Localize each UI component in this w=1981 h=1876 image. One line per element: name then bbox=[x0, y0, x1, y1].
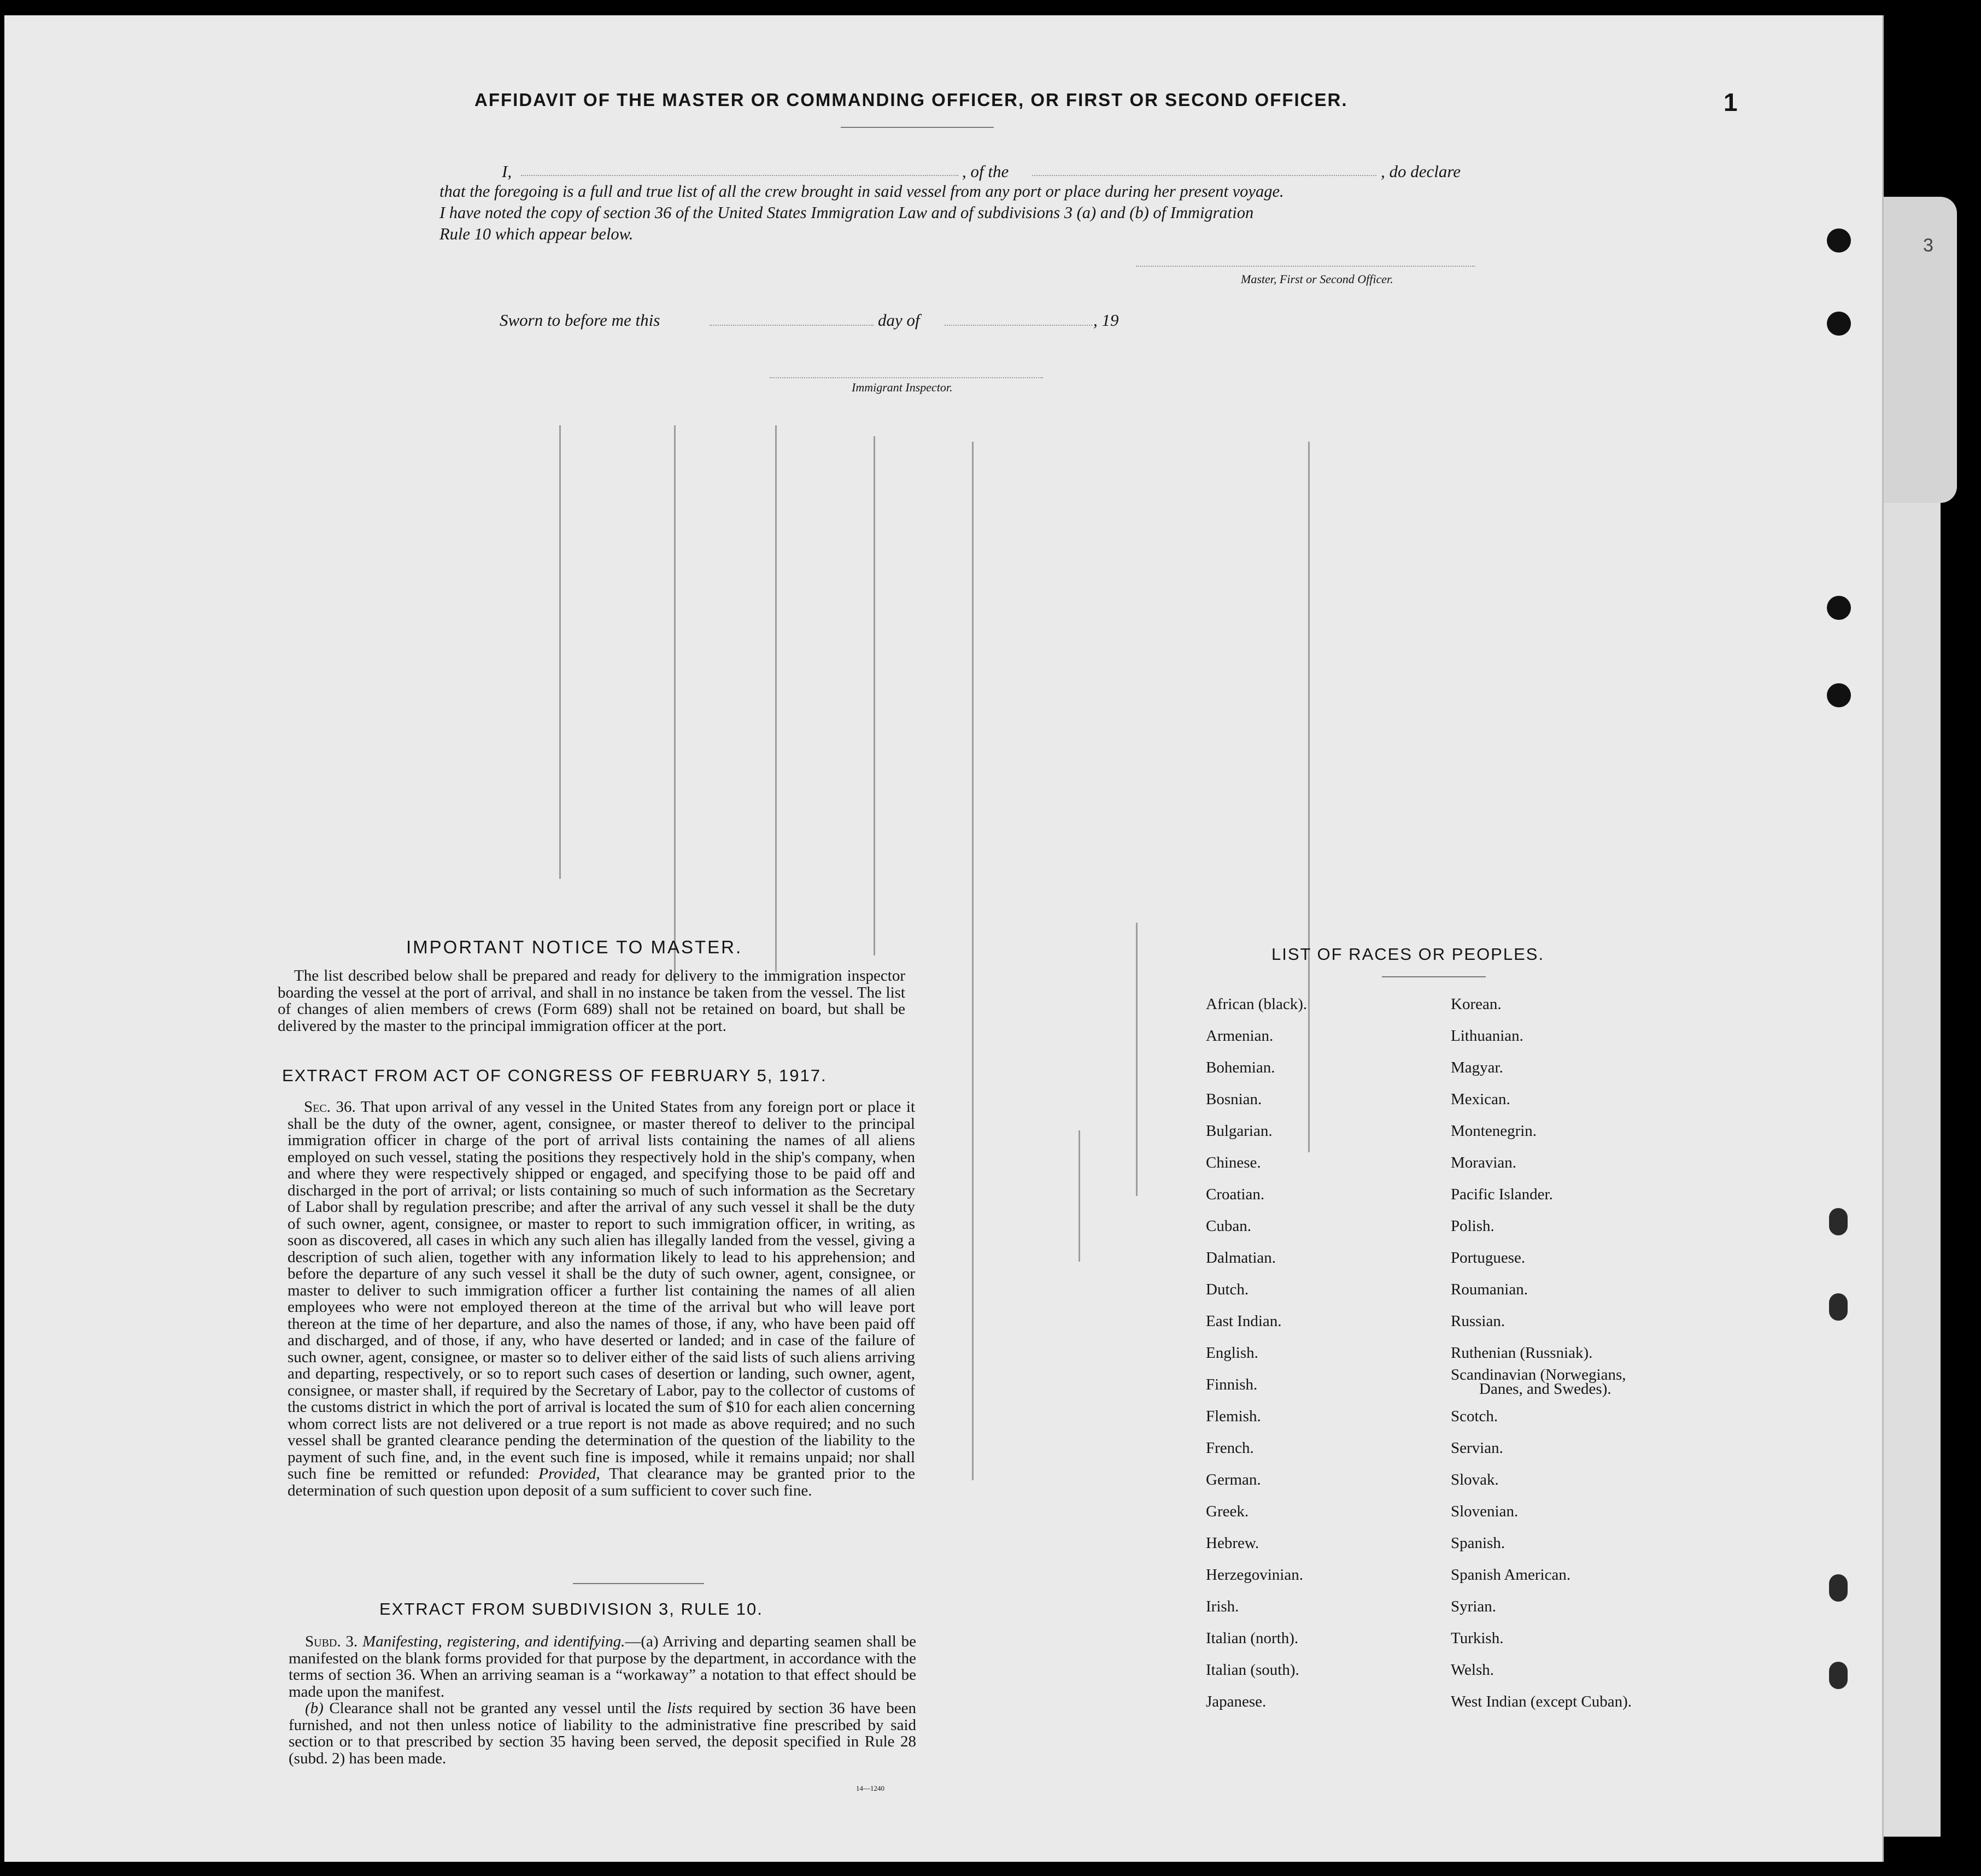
affidavit-i: I, bbox=[502, 162, 512, 181]
race-item: Pacific Islander. bbox=[1451, 1186, 1553, 1203]
race-item: Hebrew. bbox=[1206, 1534, 1259, 1552]
part-b-label: (b) bbox=[305, 1699, 324, 1717]
inspector-caption: Immigrant Inspector. bbox=[852, 380, 953, 394]
affidavit-declare: , do declare bbox=[1381, 162, 1461, 181]
subdivision-title: EXTRACT FROM SUBDIVISION 3, RULE 10. bbox=[379, 1599, 763, 1619]
race-item: Dalmatian. bbox=[1206, 1249, 1276, 1267]
notice-title: IMPORTANT NOTICE TO MASTER. bbox=[406, 937, 743, 957]
race-item: German. bbox=[1206, 1471, 1261, 1488]
race-item: Italian (north). bbox=[1206, 1629, 1299, 1647]
punch-hole bbox=[1829, 1574, 1848, 1602]
master-signature-line[interactable] bbox=[1136, 266, 1475, 267]
race-item: Italian (south). bbox=[1206, 1661, 1299, 1679]
race-item: Turkish. bbox=[1451, 1629, 1504, 1647]
races-title-rule bbox=[1382, 976, 1486, 977]
act-text-end: That clearance may be granted prior to the determination of such question upon deposit of a sum sufficient to cover such fine. bbox=[288, 1465, 916, 1499]
race-item: African (black). bbox=[1206, 995, 1308, 1013]
punch-hole bbox=[1829, 1662, 1848, 1689]
race-item: Syrian. bbox=[1451, 1598, 1496, 1615]
sworn-day-line[interactable] bbox=[710, 325, 874, 326]
punch-hole bbox=[1827, 683, 1851, 707]
race-item: Greek. bbox=[1206, 1503, 1249, 1520]
affidavit-title: AFFIDAVIT OF THE MASTER OR COMMANDING OFFICER, OR FIRST OR SECOND OFFICER. bbox=[474, 90, 1348, 110]
sworn-text: Sworn to before me this bbox=[500, 310, 660, 330]
punch-hole bbox=[1827, 596, 1851, 620]
race-item: Croatian. bbox=[1206, 1186, 1265, 1203]
scandinavian-continuation: Danes, and Swedes). bbox=[1479, 1380, 1611, 1398]
race-item: Magyar. bbox=[1451, 1059, 1503, 1076]
title-underline bbox=[841, 127, 994, 128]
punch-hole bbox=[1829, 1293, 1848, 1321]
part-b-pre: Clearance shall not be granted any vessel until the bbox=[329, 1699, 661, 1717]
bleed-column-rule bbox=[559, 425, 561, 879]
race-item: Russian. bbox=[1451, 1312, 1505, 1330]
punch-hole bbox=[1827, 228, 1851, 253]
subdivision-paragraph-b bbox=[289, 1700, 916, 1767]
race-item: Montenegrin. bbox=[1451, 1122, 1537, 1140]
day-of-text: day of bbox=[878, 310, 920, 330]
affidavit-statement: Rule 10 which appear below. bbox=[439, 225, 634, 243]
affidavit-statement: I have noted the copy of section 36 of the United States Immigration Law and of subdivisions 3 (a) and (b) of Immigration bbox=[439, 203, 1254, 222]
notice-paragraph: The list described below shall be prepared and ready for delivery to the immigration inspector boarding the vessel at the port of arrival, and shall in no instance be taken from the vessel. The list of changes of alien members of crews (Form 689) shall not be retained on board, but shall be delivered by the master to the principal immigration officer at the port. bbox=[278, 967, 905, 1035]
race-item: East Indian. bbox=[1206, 1312, 1282, 1330]
race-item: Welsh. bbox=[1451, 1661, 1494, 1679]
bleed-column-rule bbox=[1079, 1130, 1080, 1262]
race-item: Korean. bbox=[1451, 995, 1502, 1013]
race-item: Spanish American. bbox=[1451, 1566, 1571, 1584]
race-item: Herzegovinian. bbox=[1206, 1566, 1303, 1584]
race-item: Flemish. bbox=[1206, 1408, 1261, 1425]
bleed-column-rule bbox=[1308, 442, 1310, 1152]
race-item: Slovak. bbox=[1451, 1471, 1499, 1488]
race-item: West Indian (except Cuban). bbox=[1451, 1693, 1632, 1710]
race-item: Bohemian. bbox=[1206, 1059, 1275, 1076]
race-item: French. bbox=[1206, 1439, 1254, 1457]
race-item: Moravian. bbox=[1451, 1154, 1516, 1171]
act-title: EXTRACT FROM ACT OF CONGRESS OF FEBRUARY 5, 1917. bbox=[282, 1066, 827, 1085]
race-item: Finnish. bbox=[1206, 1376, 1258, 1393]
tab-mark: 3 bbox=[1923, 235, 1933, 256]
subdivision-body bbox=[289, 1633, 916, 1767]
race-item: Cuban. bbox=[1206, 1217, 1251, 1235]
subdivision-rule bbox=[573, 1583, 704, 1584]
race-item: Portuguese. bbox=[1451, 1249, 1526, 1267]
race-item: Spanish. bbox=[1451, 1534, 1505, 1552]
sec-label: Sec. 36. bbox=[304, 1098, 356, 1116]
race-item: Bosnian. bbox=[1206, 1091, 1262, 1108]
race-item: Irish. bbox=[1206, 1598, 1239, 1615]
year-prefix: , 19 bbox=[1093, 310, 1119, 330]
part-b-post: required by section 36 have been furnished, and not then unless notice of liability to the administrative fine prescribed by said section or to that prescribed by section 35 having been served, the deposit specified in Rule 28 (subd. 2) has been made. bbox=[289, 1699, 916, 1767]
race-item: Scandinavian (Norwegians, bbox=[1451, 1366, 1626, 1383]
act-paragraph bbox=[288, 1099, 915, 1499]
race-item: Japanese. bbox=[1206, 1693, 1267, 1710]
subd-text-a: —(a) Arriving and departing seamen shall be manifested on the blank forms provided for that purpose by the department, in accordance with the terms of section 36. When an arriving seaman is a “workaway” a notation to that effect should be made upon the manifest. bbox=[289, 1633, 917, 1701]
punch-hole bbox=[1829, 1208, 1848, 1235]
name-field-line[interactable] bbox=[521, 175, 958, 176]
race-item: English. bbox=[1206, 1344, 1258, 1362]
act-text: That upon arrival of any vessel in the United States from any foreign port or place it shall be the duty of the owner, agent, consignee, or master thereof to deliver to the principal immigration officer in charge of the port of arrival lists containing the names of all aliens employed on such vessel, stating the positions they respectively hold in the ship's company, when and where they were respectively shipped or engaged, and specifying those to be paid off and discharged in the port of arrival; or lists containing so much of such information as the Secretary of Labor shall by regulation prescribe; and after the arrival of any such vessel it shall be the duty of such owner, agent, consignee, or master to report to such immigration officer, in writing, as soon as discovered, all cases in which any such alien has illegally landed from the vessel, giving a description of such alien, together with any information likely to lead to his apprehension; and before the departure of any such vessel it shall be the duty of such owner, agent, consignee, or master to deliver to such immigration officer a further list containing the names of all alien employees who were not employed thereon at the time of the arrival but who will leave port thereon at the time of her departure, and also the names of those, if any, who have been paid off and discharged, and of those, if any, who have deserted or landed; and in case of the failure of such owner, agent, consignee, or master so to deliver either of the said lists of such aliens arriving and departing, respectively, or so to report such cases of desertion or landing, such owner, agent, consignee, or master shall, if required by the Secretary of Labor, pay to the collector of customs of the customs district in which the port of arrival is located the sum of $10 for each alien concerning whom correct lists are not delivered or a true report is not made as above required; and no such vessel shall be granted clearance pending the determination of the question of the liability to the payment of such fine, and, in the event such fine is imposed, while it remains unpaid; nor shall such fine be remitted or refunded: bbox=[288, 1098, 915, 1482]
bleed-column-rule bbox=[874, 436, 875, 955]
affidavit-of-the: , of the bbox=[962, 162, 1009, 181]
race-item: Lithuanian. bbox=[1451, 1027, 1523, 1045]
race-item: Polish. bbox=[1451, 1217, 1494, 1235]
document-page bbox=[4, 15, 1884, 1862]
race-item: Bulgarian. bbox=[1206, 1122, 1273, 1140]
race-item: Chinese. bbox=[1206, 1154, 1261, 1171]
subdivision-paragraph-a bbox=[289, 1633, 916, 1700]
notice-body bbox=[278, 968, 905, 1034]
bleed-column-rule bbox=[775, 425, 777, 972]
subd-heading: Manifesting, registering, and identifying. bbox=[362, 1633, 625, 1650]
provided-text: Provided, bbox=[538, 1465, 600, 1482]
bleed-column-rule bbox=[972, 442, 974, 1480]
race-item: Slovenian. bbox=[1451, 1503, 1519, 1520]
folded-tab-edge bbox=[1880, 197, 1957, 503]
subd-label: Subd. 3. bbox=[305, 1633, 358, 1650]
form-number: 14—1240 bbox=[856, 1784, 884, 1792]
inspector-signature-line[interactable] bbox=[770, 377, 1043, 378]
race-item: Scotch. bbox=[1451, 1408, 1498, 1425]
race-item: Servian. bbox=[1451, 1439, 1503, 1457]
race-item: Ruthenian (Russniak). bbox=[1451, 1344, 1593, 1362]
race-item: Roumanian. bbox=[1451, 1281, 1528, 1298]
affidavit-statement: that the foregoing is a full and true list of all the crew brought in said vessel from any port or place during her present voyage. bbox=[439, 182, 1284, 201]
bleed-column-rule bbox=[674, 425, 676, 983]
master-caption: Master, First or Second Officer. bbox=[1241, 272, 1393, 286]
race-item: Dutch. bbox=[1206, 1281, 1249, 1298]
act-body bbox=[288, 1099, 915, 1499]
bleed-column-rule bbox=[1136, 923, 1138, 1196]
part-b-lists: lists bbox=[667, 1699, 693, 1717]
race-item: Armenian. bbox=[1206, 1027, 1274, 1045]
vessel-field-line[interactable] bbox=[1032, 175, 1376, 176]
punch-hole bbox=[1827, 312, 1851, 336]
sworn-month-line[interactable] bbox=[945, 325, 1092, 326]
page-mark: 1 bbox=[1724, 88, 1738, 116]
races-title: LIST OF RACES OR PEOPLES. bbox=[1271, 945, 1545, 964]
race-item: Mexican. bbox=[1451, 1091, 1510, 1108]
